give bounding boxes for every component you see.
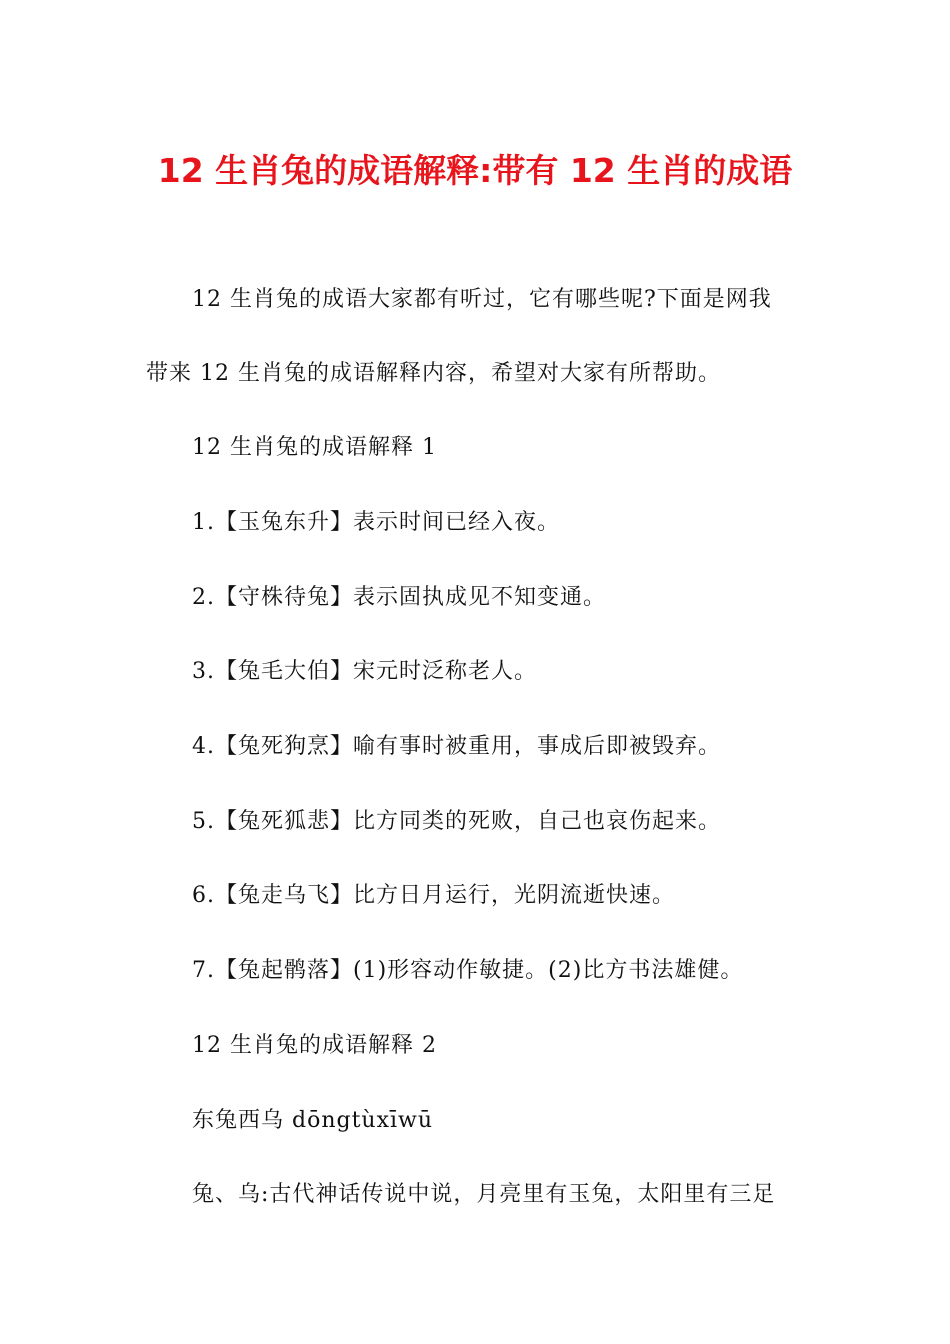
idiom-item-7: 7.【兔起鹘落】(1)形容动作敏捷。(2)比方书法雄健。 [192,958,744,983]
document-title: 12 生肖兔的成语解释:带有 12 生肖的成语 [157,151,793,190]
idiom-pinyin-line: 东兔西乌 dōngtùxīwū [192,1108,434,1133]
idiom-item-1: 1.【玉兔东升】表示时间已经入夜。 [192,510,560,535]
idiom-item-5: 5.【兔死狐悲】比方同类的死败，自己也哀伤起来。 [192,809,721,834]
intro-line-2: 带来 12 生肖兔的成语解释内容，希望对大家有所帮助。 [146,361,721,386]
section-heading-1: 12 生肖兔的成语解释 1 [192,435,437,460]
idiom-item-6: 6.【兔走乌飞】比方日月运行，光阴流逝快速。 [192,883,675,908]
idiom-item-2: 2.【守株待兔】表示固执成见不知变通。 [192,585,606,610]
intro-line-1: 12 生肖兔的成语大家都有听过，它有哪些呢?下面是网我 [192,287,772,312]
idiom-item-3: 3.【兔毛大伯】宋元时泛称老人。 [192,659,537,684]
idiom-explanation-line: 兔、乌:古代神话传说中说，月亮里有玉兔，太阳里有三足 [192,1182,776,1207]
section-heading-2: 12 生肖兔的成语解释 2 [192,1033,437,1058]
idiom-item-4: 4.【兔死狗烹】喻有事时被重用，事成后即被毁弃。 [192,734,721,759]
